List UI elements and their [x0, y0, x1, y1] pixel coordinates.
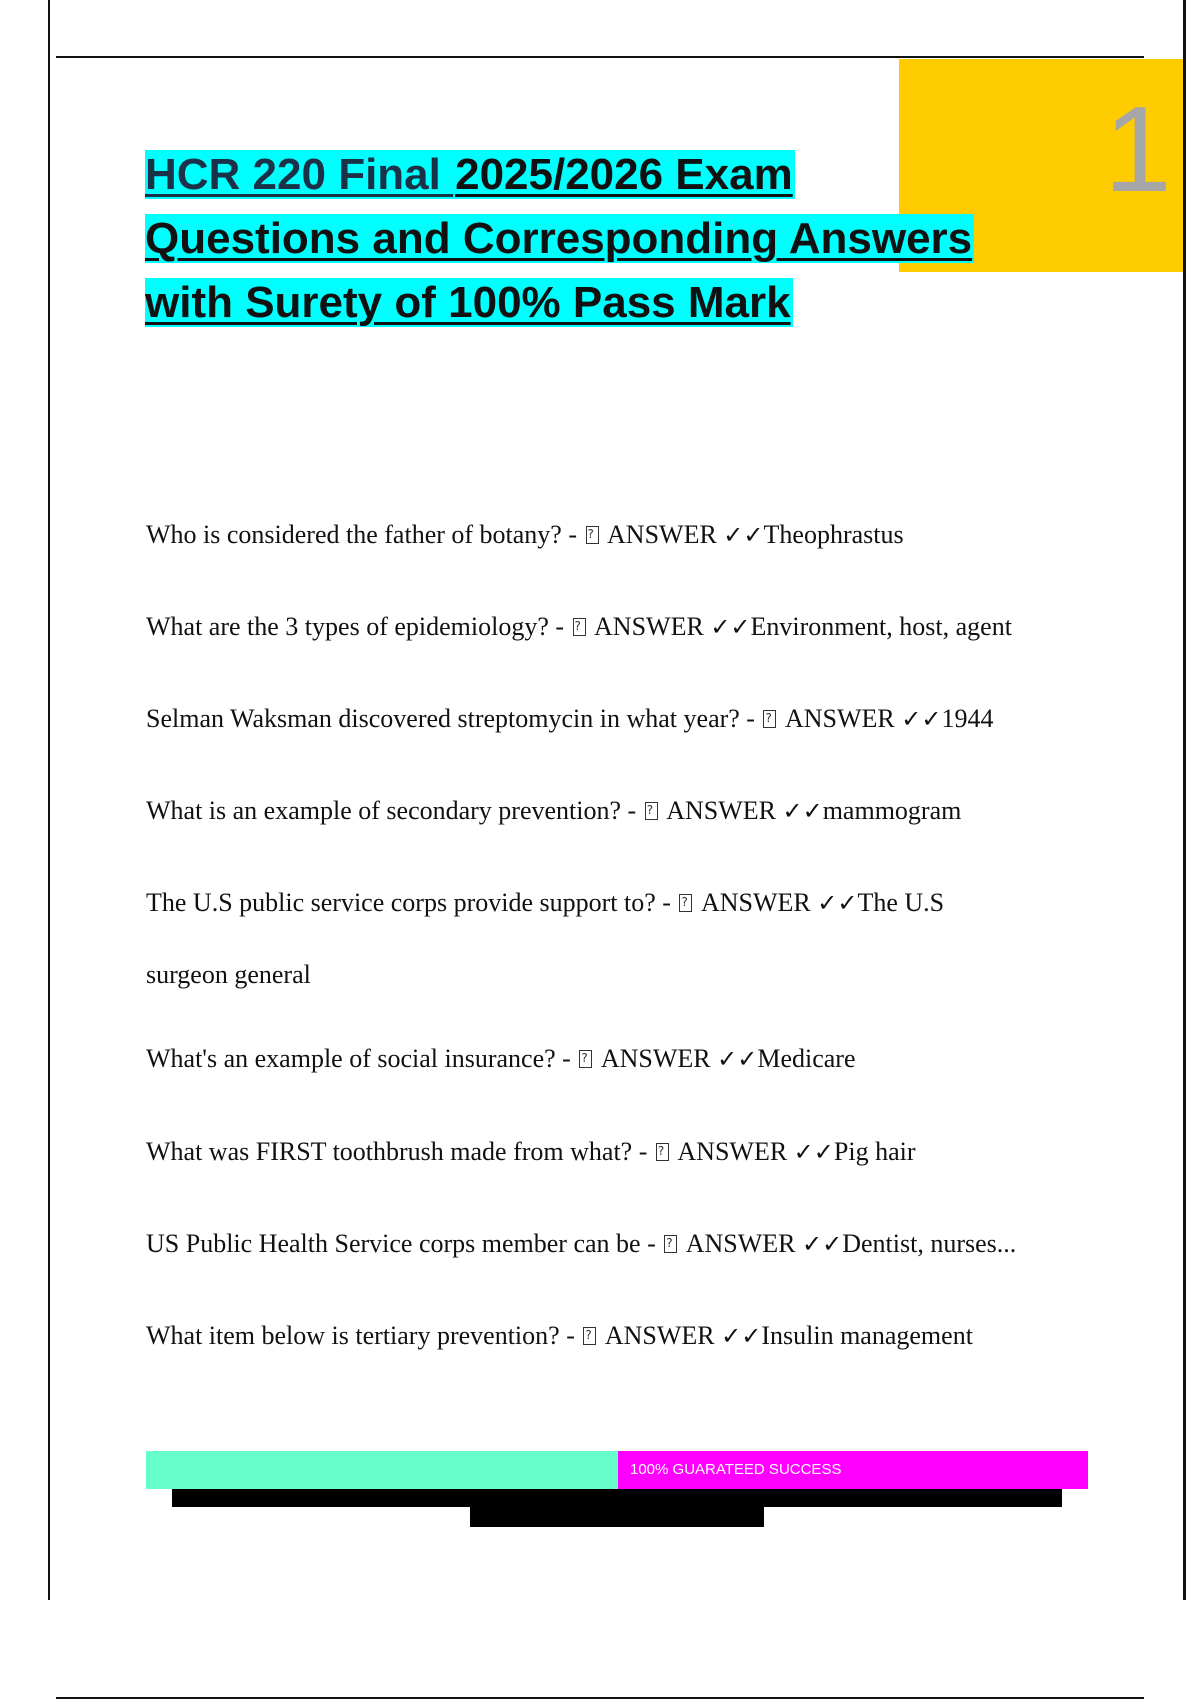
qa-answer: Dentist, nurses... — [842, 1229, 1017, 1258]
qa-question: US Public Health Service corps member can be - — [146, 1229, 663, 1258]
qa-answer-label: ANSWER — [784, 704, 895, 733]
title-course: HCR 220 Final — [145, 150, 454, 199]
qa-answer-label: ANSWER — [594, 612, 704, 641]
missing-glyph-icon — [645, 802, 658, 820]
qa-answer: Theophrastus — [763, 520, 904, 549]
header-rule — [56, 56, 1144, 58]
qa-answer: Medicare — [757, 1044, 856, 1073]
footer-banner — [618, 1451, 1088, 1489]
qa-question: What was FIRST toothbrush made from what? - — [146, 1137, 654, 1166]
qa-question: What is an example of secondary prevention? - — [146, 796, 643, 825]
missing-glyph-icon — [586, 526, 599, 544]
missing-glyph-icon — [679, 894, 692, 912]
double-check-icon: ✓✓ — [723, 521, 764, 549]
footer-bar-small — [470, 1505, 764, 1527]
missing-glyph-icon — [664, 1235, 677, 1253]
qa-item — [146, 683, 993, 755]
qa-question: What item below is tertiary prevention? - — [146, 1321, 582, 1350]
missing-glyph-icon — [583, 1327, 596, 1345]
qa-question: The U.S public service corps provide support to? - — [146, 888, 678, 917]
qa-item — [146, 1300, 973, 1372]
double-check-icon: ✓✓ — [901, 705, 942, 733]
double-check-icon: ✓✓ — [717, 1045, 758, 1073]
qa-answer: mammogram — [822, 796, 962, 825]
qa-item — [146, 591, 1012, 663]
qa-item — [146, 1208, 1016, 1280]
qa-item — [146, 499, 904, 571]
missing-glyph-icon — [763, 710, 776, 728]
qa-answer-label: ANSWER — [685, 1229, 796, 1258]
missing-glyph-icon — [573, 618, 586, 636]
qa-answer: Pig hair — [833, 1137, 916, 1166]
qa-question: What are the 3 types of epidemiology? - — [146, 612, 571, 641]
qa-question: Who is considered the father of botany? - — [146, 520, 584, 549]
qa-question: What's an example of social insurance? - — [146, 1044, 578, 1073]
double-check-icon: ✓✓ — [817, 889, 858, 917]
double-check-icon: ✓✓ — [721, 1322, 762, 1350]
footer-band-teal — [146, 1451, 618, 1489]
qa-answer-label: ANSWER — [700, 888, 811, 917]
qa-answer: Insulin management — [761, 1321, 973, 1350]
footer-banner-text: 100% GUARATEED SUCCESS — [630, 1461, 842, 1478]
missing-glyph-icon — [656, 1143, 669, 1161]
qa-answer: The U.S — [857, 888, 945, 917]
qa-answer-label: ANSWER — [600, 1044, 711, 1073]
double-check-icon: ✓✓ — [802, 1230, 843, 1258]
footer-rule — [56, 1697, 1144, 1699]
missing-glyph-icon — [579, 1050, 592, 1068]
page-frame-right — [1183, 0, 1186, 1600]
qa-question: Selman Waksman discovered streptomycin in what year? - — [146, 704, 762, 733]
qa-answer-label: ANSWER — [677, 1137, 788, 1166]
qa-answer-label: ANSWER — [666, 796, 776, 825]
double-check-icon: ✓✓ — [710, 613, 751, 641]
page-number: 1 — [1104, 81, 1172, 217]
page-frame-left — [48, 0, 50, 1600]
title-year: 2025/2026 Exam — [455, 150, 793, 199]
qa-item-continuation — [146, 939, 311, 1011]
title-line-3: with Surety of 100% Pass Mark — [145, 278, 791, 327]
qa-answer-label: ANSWER — [604, 1321, 715, 1350]
qa-answer: 1944 — [941, 704, 994, 733]
double-check-icon: ✓✓ — [782, 797, 823, 825]
document-title — [145, 143, 1085, 335]
title-line-2: Questions and Corresponding Answers — [145, 214, 973, 263]
qa-item — [146, 867, 944, 939]
qa-item — [146, 1116, 916, 1188]
qa-answer: Environment, host, agent — [750, 612, 1012, 641]
qa-answer-label: ANSWER — [607, 520, 717, 549]
qa-answer-continuation: surgeon general — [146, 960, 311, 989]
double-check-icon: ✓✓ — [793, 1138, 834, 1166]
qa-item — [146, 775, 961, 847]
title-line-1 — [145, 143, 1085, 207]
qa-item — [146, 1023, 856, 1095]
